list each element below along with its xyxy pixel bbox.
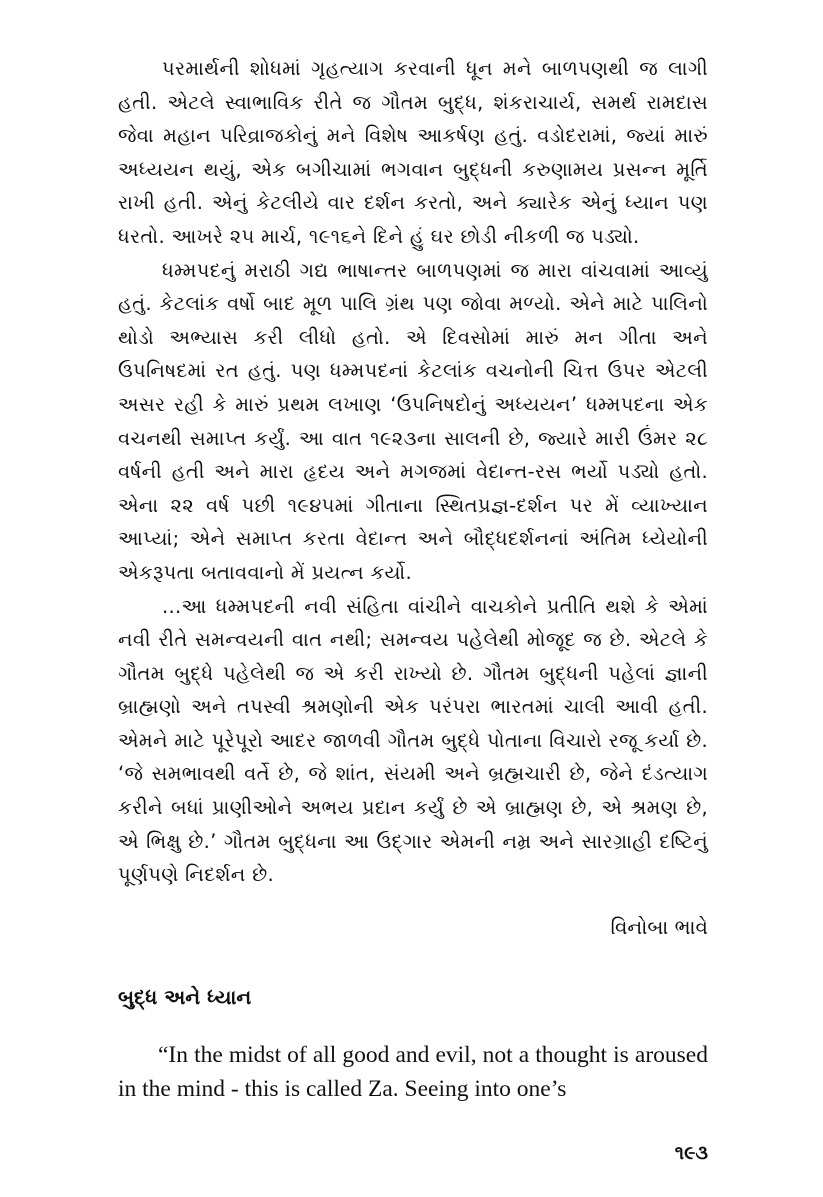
page-number: ૧૯૩ (674, 1142, 708, 1164)
english-quote: “In the midst of all good and evil, not a thought is aroused in the mind - this is called Za. Seeing into one’s (118, 1042, 708, 1102)
paragraph-1: પરમાર્થની શોધમાં ગૃહત્યાગ કરવાની ધૂન મને બાળપણથી જ લાગી હતી. એટલે સ્વાભાવિક રીતે જ ગૌતમ બુદ્ધ, શંકરાચાર્ય, સમર્થ રામદાસ જેવા મહાન પરિવ્રાજકોનું મને વિશેષ આકર્ષણ હતું. વડોદરામાં, જ્યાં મારું અધ્યયન થયું, એક બગીચામાં ભગવાન બુદ્ધની કરુણામય પ્રસન્ન મૂર્તિ રાખી હતી. એનું કેટલીયે વાર દર્શન કરતો, અને ક્યારેક એનું ધ્યાન પણ ધરતો. આખરે ૨૫ માર્ચ, ૧૯૧૬ને દિને હું ઘર છોડી નીકળી જ પડ્યો. (118, 57, 708, 248)
paragraph-2: ધમ્મપદનું મરાઠી ગદ્ય ભાષાન્તર બાળપણમાં જ મારા વાંચવામાં આવ્યું હતું. કેટલાંક વર્ષો બાદ મૂળ પાલિ ગ્રંથ પણ જોવા મળ્યો. એને માટે પાલિનો થોડો અભ્યાસ કરી લીધો હતો. એ દિવસોમાં મારું મન ગીતા અને ઉપનિષદમાં રત હતું. પણ ધમ્મપદનાં કેટલાંક વચનોની ચિત્ત ઉપર એટલી અસર રહી કે મારું પ્રથમ લખાણ ‘ઉપનિષદોનું અધ્યયન’ ધમ્મપદના એક વચનથી સમાપ્ત કર્યું. આ વાત ૧૯૨૩ના સાલની છે, જ્યારે મારી ઉંમર ૨૮ વર્ષની હતી અને મારા હૃદય અને મગજમાં વેદાન્ત-રસ ભર્યો પડ્યો હતો. એના ૨૨ વર્ષ પછી ૧૯૪૫માં ગીતાના સ્થિતપ્રજ્ઞ-દર્શન પર મેં વ્યાખ્યાન આપ્યાં; એને સમાપ્ત કરતા વેદાન્ત અને બૌદ્ધદર્શનનાં અંતિમ ધ્યેયોની એકરૂપતા બતાવવાનો મેં પ્રયત્ન કર્યો. (118, 258, 708, 584)
author-signature: વિનોબા ભાવે (610, 915, 708, 939)
paragraph-3: ...આ ધમ્મપદની નવી સંહિતા વાંચીને વાચકોને પ્રતીતિ થશે કે એમાં નવી રીતે સમન્વયની વાત નથી; સમન્વય પહેલેથી મોજૂદ જ છે. એટલે કે ગૌતમ બુદ્ધે પહેલેથી જ એ કરી રાખ્યો છે. ગૌતમ બુદ્ધની પહેલાં જ્ઞાની બ્રાહ્મણો અને તપસ્વી શ્રમણોની એક પરંપરા ભારતમાં ચાલી આવી હતી. એમને માટે પૂરેપૂરો આદર જાળવી ગૌતમ બુદ્ધે પોતાના વિચારો રજૂ કર્યા છે. ‘જે સમભાવથી વર્તે છે, જે શાંત, સંયમી અને બ્રહ્મચારી છે, જેને દંડત્યાગ કરીને બધાં પ્રાણીઓને અભય પ્રદાન કર્યું છે એ બ્રાહ્મણ છે, એ શ્રમણ છે, એ ભિક્ષુ છે.’ ગૌતમ બુદ્ધના આ ઉદ્ગાર એમની નમ્ર અને સારગ્રાહી દષ્ટિનું પૂર્ણપણે નિદર્શન છે. (118, 594, 708, 887)
section-heading: બુદ્ધ અને ધ્યાન (118, 985, 252, 1009)
main-text (118, 52, 708, 892)
